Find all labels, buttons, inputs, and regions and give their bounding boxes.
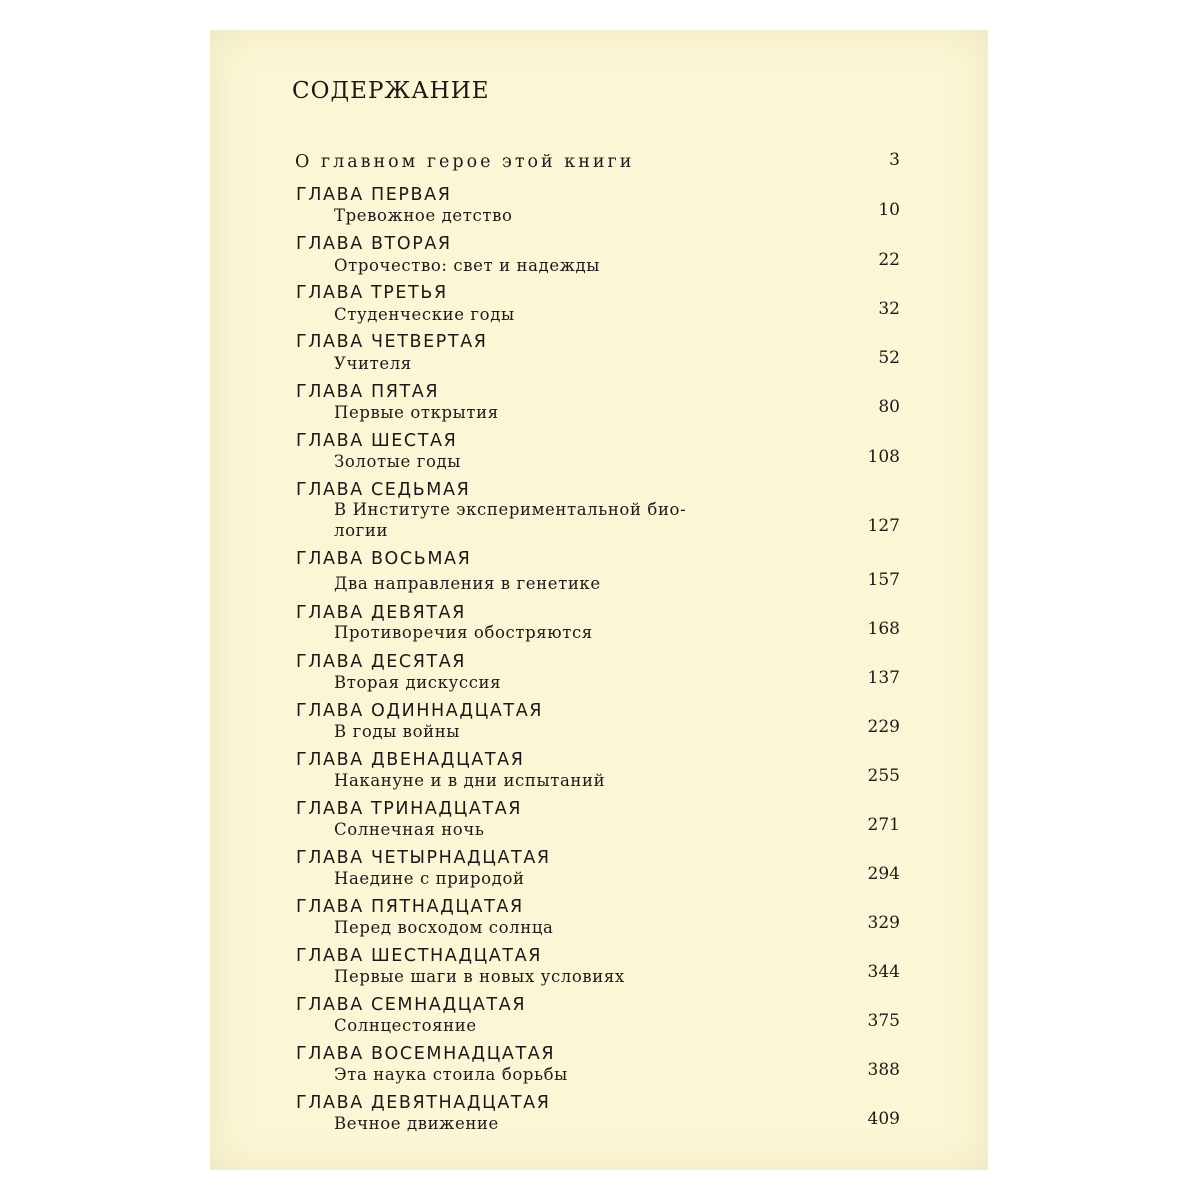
chapter-heading: ГЛАВА ПЯТНАДЦАТАЯ (296, 897, 524, 917)
chapter-heading: ГЛАВА ОДИННАДЦАТАЯ (296, 701, 544, 721)
chapter-page-number: 329 (867, 913, 900, 933)
chapter-heading: ГЛАВА ДЕВЯТНАДЦАТАЯ (296, 1093, 551, 1113)
chapter-heading: ГЛАВА СЕДЬМАЯ (296, 480, 471, 500)
chapter-heading: ГЛАВА ВОСЕМНАДЦАТАЯ (296, 1044, 556, 1064)
chapter-page-number: 157 (867, 570, 900, 590)
chapter-page-number: 80 (878, 397, 900, 417)
chapter-page-number: 409 (867, 1109, 900, 1129)
chapter-heading: ГЛАВА ШЕСТАЯ (296, 431, 458, 451)
chapter-title: Отрочество: свет и надежды (334, 256, 600, 275)
chapter-title: Вторая дискуссия (334, 673, 502, 692)
chapter-title: Солнцестояние (334, 1016, 477, 1035)
chapter-title: Вечное движение (334, 1114, 499, 1133)
chapter-title: Наедине с природой (334, 869, 525, 888)
chapter-title: Золотые годы (334, 452, 461, 471)
chapter-title: Противоречия обостряются (334, 623, 593, 642)
chapter-title: Первые шаги в новых условиях (334, 967, 625, 986)
chapter-heading: ГЛАВА ПЯТАЯ (296, 382, 440, 402)
chapter-heading: ГЛАВА ДЕВЯТАЯ (296, 603, 466, 623)
chapter-heading: ГЛАВА ШЕСТНАДЦАТАЯ (296, 946, 543, 966)
chapter-title: Учителя (334, 354, 412, 373)
intro-page-number: 3 (889, 150, 900, 170)
intro-title: О главном герое этой книги (295, 152, 635, 172)
chapter-page-number: 52 (878, 348, 900, 368)
chapter-heading: ГЛАВА ЧЕТЫРНАДЦАТАЯ (296, 848, 551, 868)
chapter-page-number: 32 (878, 299, 900, 319)
chapter-heading: ГЛАВА ВТОРАЯ (296, 234, 452, 254)
chapter-page-number: 108 (867, 447, 900, 467)
chapter-page-number: 127 (867, 516, 900, 536)
chapter-title: Эта наука стоила борьбы (334, 1065, 568, 1084)
chapter-title: В годы войны (334, 722, 461, 741)
chapter-page-number: 137 (867, 668, 900, 688)
chapter-title: Солнечная ночь (334, 820, 485, 839)
toc-page (210, 30, 988, 1170)
chapter-heading: ГЛАВА ТРЕТЬЯ (296, 283, 448, 303)
chapter-page-number: 388 (867, 1060, 900, 1080)
chapter-page-number: 168 (867, 619, 900, 639)
chapter-heading: ГЛАВА ВОСЬМАЯ (296, 549, 472, 569)
chapter-page-number: 375 (867, 1011, 900, 1031)
chapter-title: Накануне и в дни испытаний (334, 771, 606, 790)
chapter-page-number: 271 (867, 815, 900, 835)
chapter-page-number: 10 (878, 200, 900, 220)
chapter-page-number: 22 (878, 250, 900, 270)
chapter-title: Студенческие годы (334, 305, 515, 324)
chapter-heading: ГЛАВА ДЕСЯТАЯ (296, 652, 467, 672)
chapter-heading: ГЛАВА ПЕРВАЯ (296, 185, 452, 205)
chapter-page-number: 229 (867, 717, 900, 737)
chapter-title: Первые открытия (334, 403, 499, 422)
chapter-title: В Институте экспериментальной био-логии (334, 500, 687, 540)
chapter-heading: ГЛАВА ЧЕТВЕРТАЯ (296, 332, 488, 352)
chapter-title: Тревожное детство (334, 206, 513, 225)
chapter-heading: ГЛАВА ДВЕНАДЦАТАЯ (296, 750, 525, 770)
chapter-title: Два направления в генетике (334, 574, 601, 593)
chapter-page-number: 255 (867, 766, 900, 786)
chapter-title: Перед восходом солнца (334, 918, 554, 937)
chapter-page-number: 344 (867, 962, 900, 982)
chapter-heading: ГЛАВА СЕМНАДЦАТАЯ (296, 995, 527, 1015)
chapter-heading: ГЛАВА ТРИНАДЦАТАЯ (296, 799, 523, 819)
page-title: СОДЕРЖАНИЕ (292, 78, 490, 104)
chapter-page-number: 294 (867, 864, 900, 884)
